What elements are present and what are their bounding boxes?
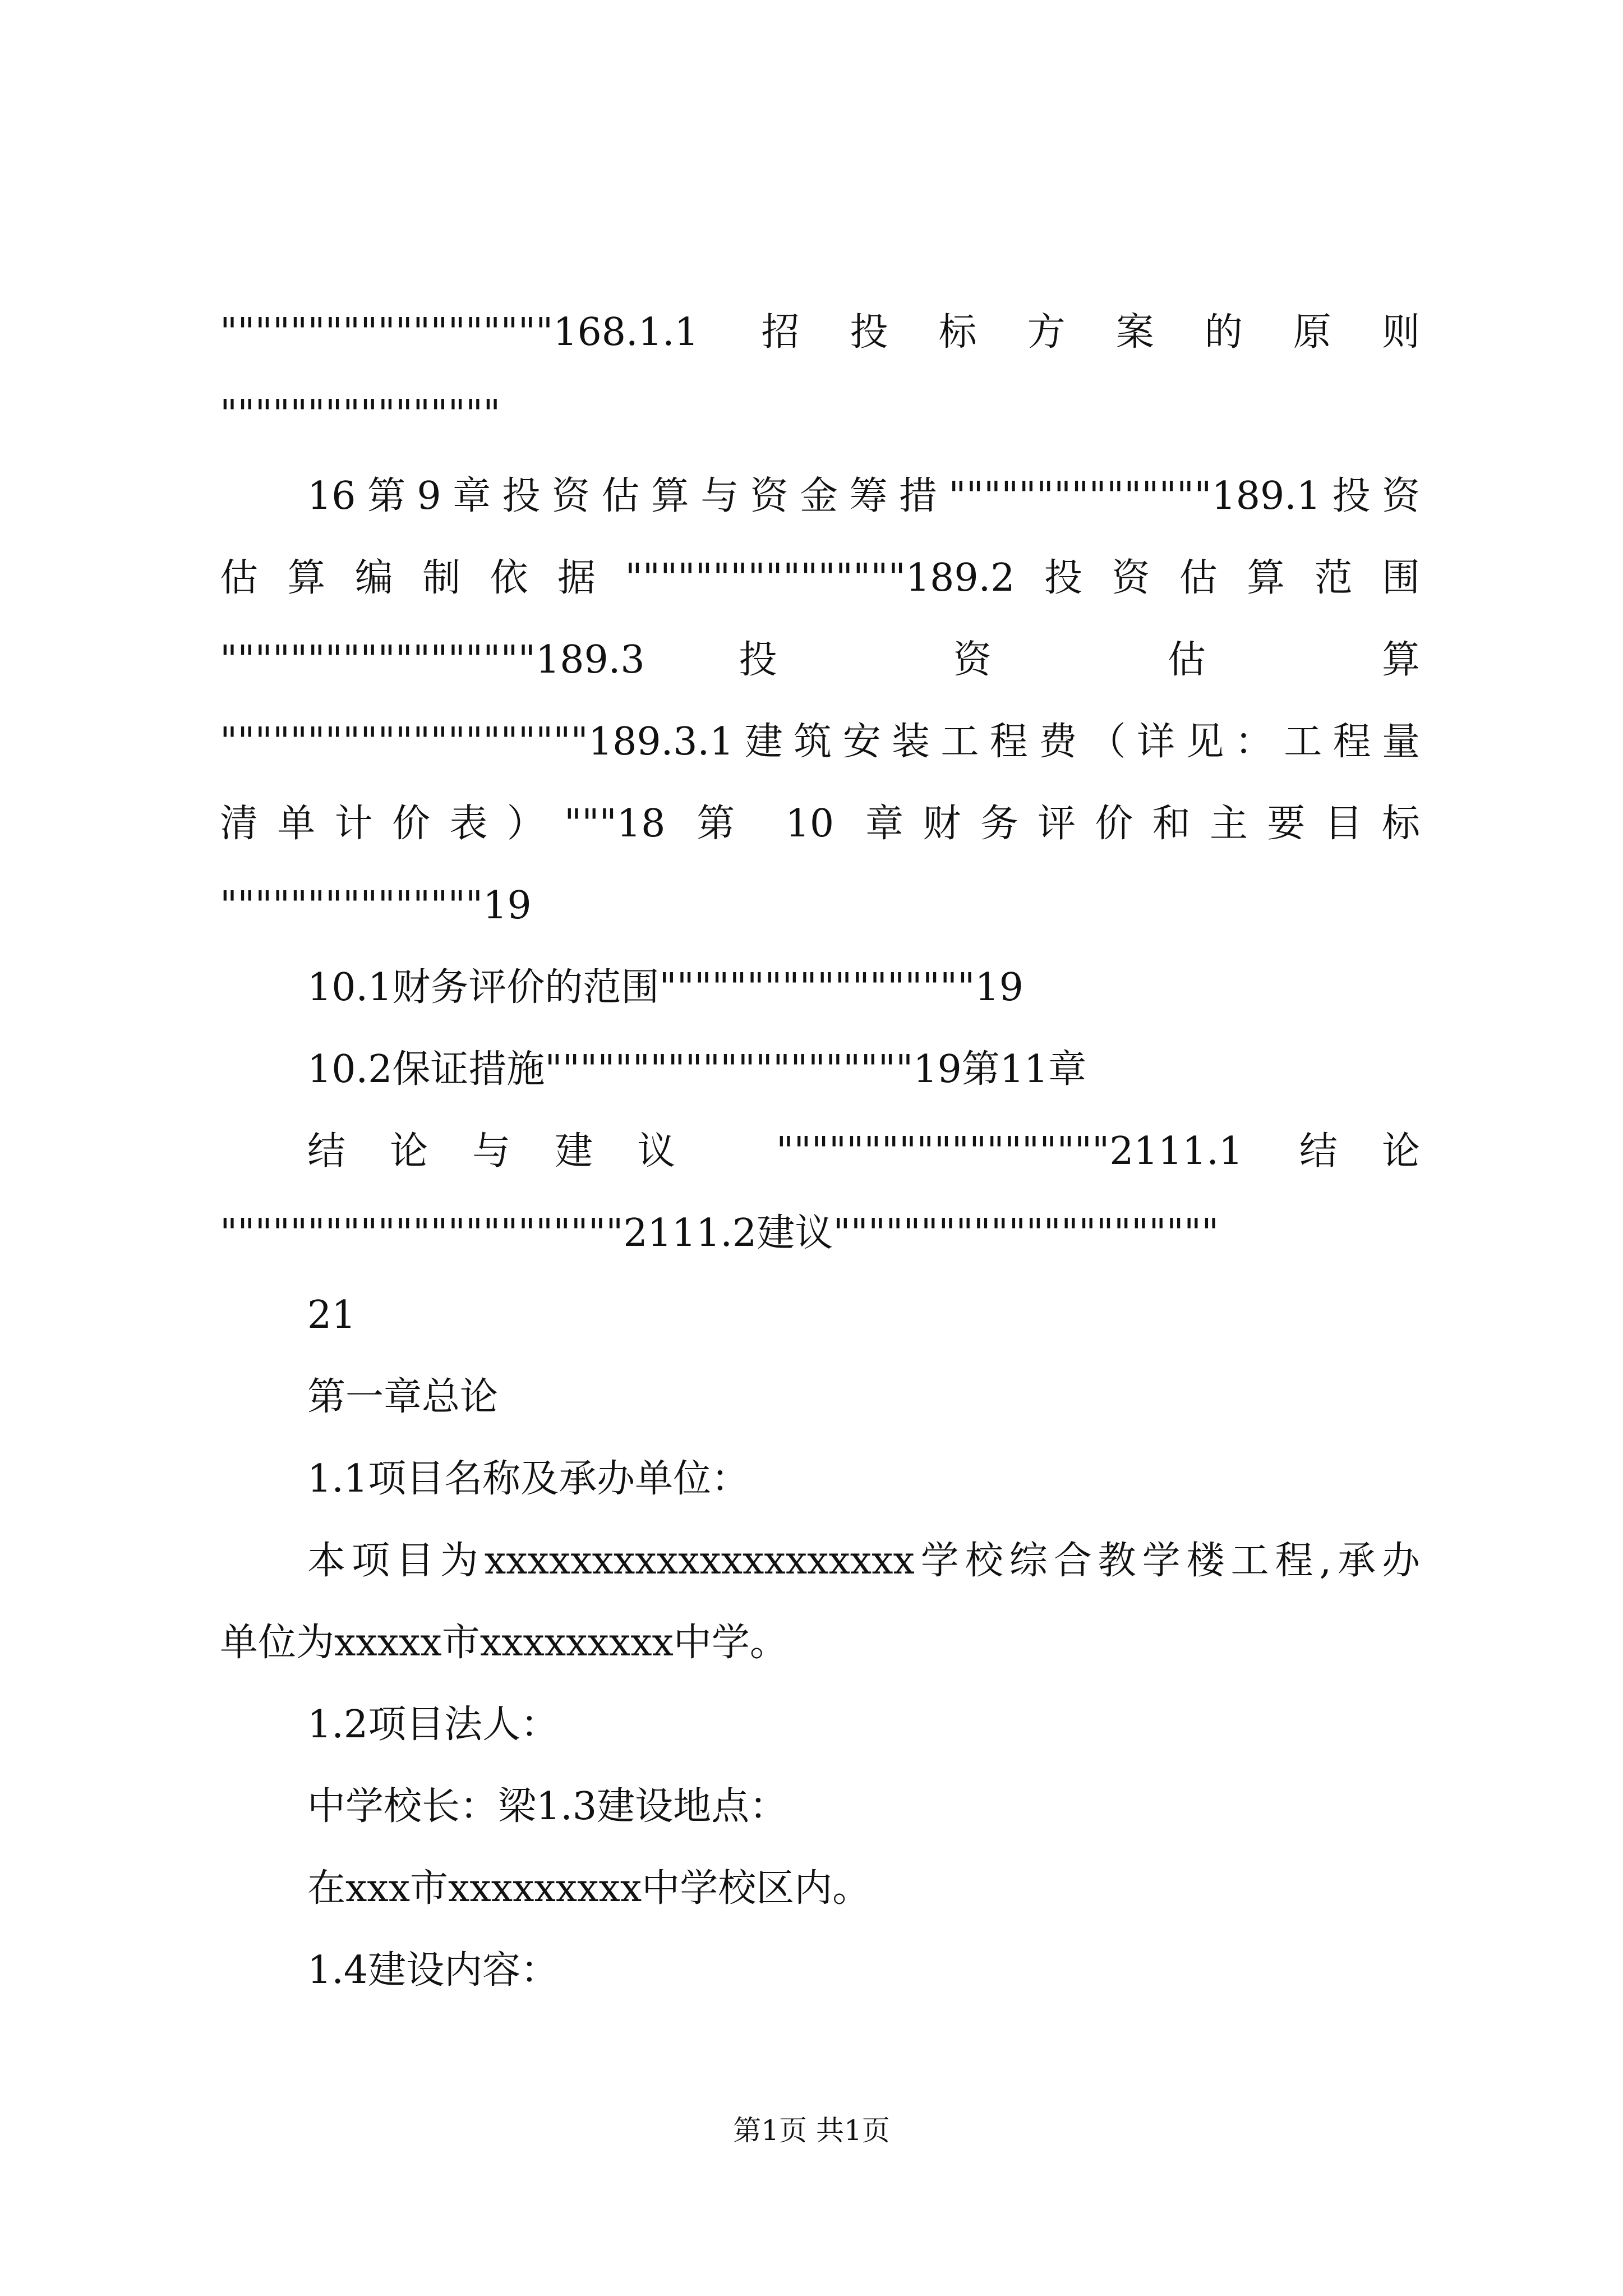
- toc-line-10-1: 10.1财务评价的范围""""""""""""""""""19: [307, 965, 1023, 1010]
- construction-site: 在xxx市xxxxxxxxx中学校区内。: [307, 1866, 871, 1911]
- toc-line-11-2: """""""""""""""""""""""2111.2建议"""""""""""""""""""""": [220, 1211, 1219, 1255]
- toc-line-9-3-1: """""""""""""""""""""189.3.1建筑安装工程费（详见：工程量: [220, 720, 1420, 764]
- toc-line-19: """""""""""""""19: [220, 884, 532, 928]
- toc-line-quotes: """""""""""""""": [220, 392, 501, 436]
- toc-line-9-3: """"""""""""""""""189.3 投 资 估 算: [220, 638, 1420, 682]
- toc-line-chapter-11: 结论与建议 """""""""""""""""""2111.1 结论: [307, 1129, 1420, 1174]
- section-1-1-heading: 1.1项目名称及承办单位：: [307, 1457, 750, 1501]
- project-description: 本项目为xxxxxxxxxxxxxxxxxxxx学校综合教学楼工程,承办: [307, 1539, 1420, 1583]
- toc-line-chapter-10: 清单计价表）"""18 第 10 章财务评价和主要目标: [220, 802, 1420, 846]
- project-description-cont: 单位为xxxxx市xxxxxxxxx中学。: [220, 1621, 788, 1665]
- document-body: [220, 292, 1420, 2012]
- toc-line-chapter-9: 16第9章投资估算与资金筹措"""""""""""""""189.1投资: [307, 474, 1420, 518]
- toc-line-9-1: 估算编制依据""""""""""""""""189.2投资估算范围: [220, 556, 1420, 600]
- toc-line-10-2: 10.2保证措施"""""""""""""""""""""19第11章: [307, 1047, 1087, 1092]
- page-footer: 第1页 共1页: [733, 2114, 890, 2147]
- toc-line-tender-principle: """""""""""""""""""168.1.1 招投标方案的原则: [220, 310, 1420, 355]
- chapter-heading: 第一章总论: [307, 1375, 499, 1419]
- project-legal-person: 中学校长：梁1.3建设地点：: [307, 1784, 788, 1829]
- section-1-4-heading: 1.4建设内容：: [307, 1948, 559, 1993]
- section-1-2-heading: 1.2项目法人：: [307, 1703, 559, 1747]
- toc-line-page-21: 21: [307, 1293, 356, 1337]
